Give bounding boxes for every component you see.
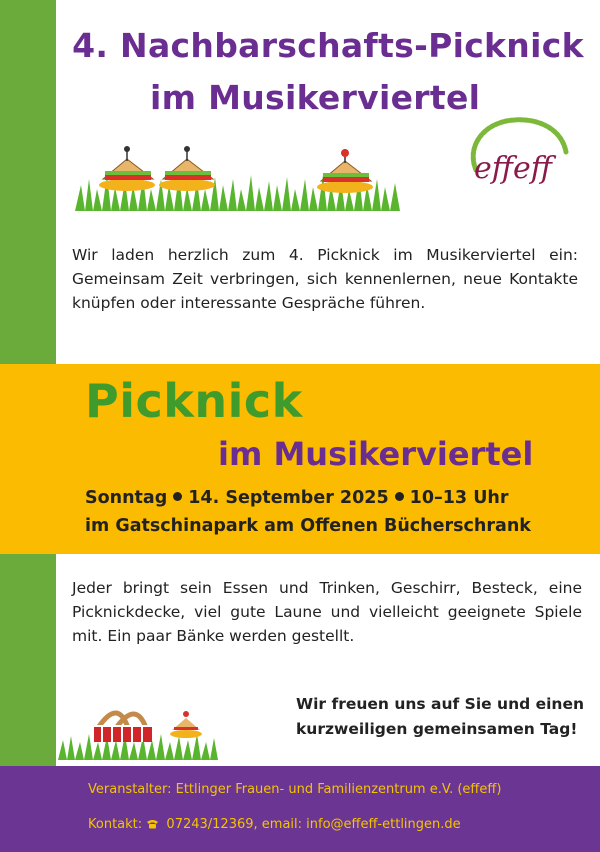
effeff-logo [462,116,572,196]
details-paragraph: Jeder bringt sein Essen und Trinken, Geschirr, Besteck, eine Picknickdecke, viel gute Laune und vielleicht geeignete Spiele mit. Ein paar Bänke werden gestellt. [72,579,582,645]
page-title-line1: 4. Nachbarschafts-Picknick [72,26,584,65]
bullet-dot [395,492,404,501]
sandwich-icon-2 [159,146,215,191]
footer-contact [88,817,461,832]
bullet-dot [173,492,182,501]
closing-line1: Wir freuen uns auf Sie und einen [296,695,585,713]
sandwich-icon-1 [99,146,155,191]
event-title: Picknick [85,374,303,428]
basket-icon [94,713,152,742]
page-title-line2: im Musikerviertel [150,78,481,117]
logo-text: effeff [474,151,553,186]
event-day: Sonntag [85,488,168,508]
event-location: im Gatschinapark am Offenen Bücherschrank [85,516,531,536]
contact-label: Kontakt: [88,817,143,832]
closing-line2: kurzweiligen gemeinsamen Tag! [296,720,578,738]
event-subtitle: im Musikerviertel [218,435,534,473]
sandwich-icon-3 [317,149,373,193]
event-time: 10–13 Uhr [409,488,509,508]
contact-phone-email: 07243/12369, email: info@effeff-ettlingen.de [166,817,461,832]
footer [0,766,600,852]
footer-organizer: Veranstalter: Ettlinger Frauen- und Familienzentrum e.V. (effeff) [88,782,502,797]
event-date: 14. September 2025 [188,488,389,508]
closing-message [296,692,596,742]
sandwich-grass-illustration [75,145,400,211]
sandwich-icon-small [170,711,202,738]
event-date-line [85,488,509,508]
phone-icon [146,819,159,829]
intro-paragraph: Wir laden herzlich zum 4. Picknick im Musikerviertel ein: Gemeinsam Zeit verbringen, sich kennenlernen, neue Kontakte knüpfen oder interessante Gespräche führen. [72,246,578,312]
picnic-basket-illustration [58,698,218,760]
